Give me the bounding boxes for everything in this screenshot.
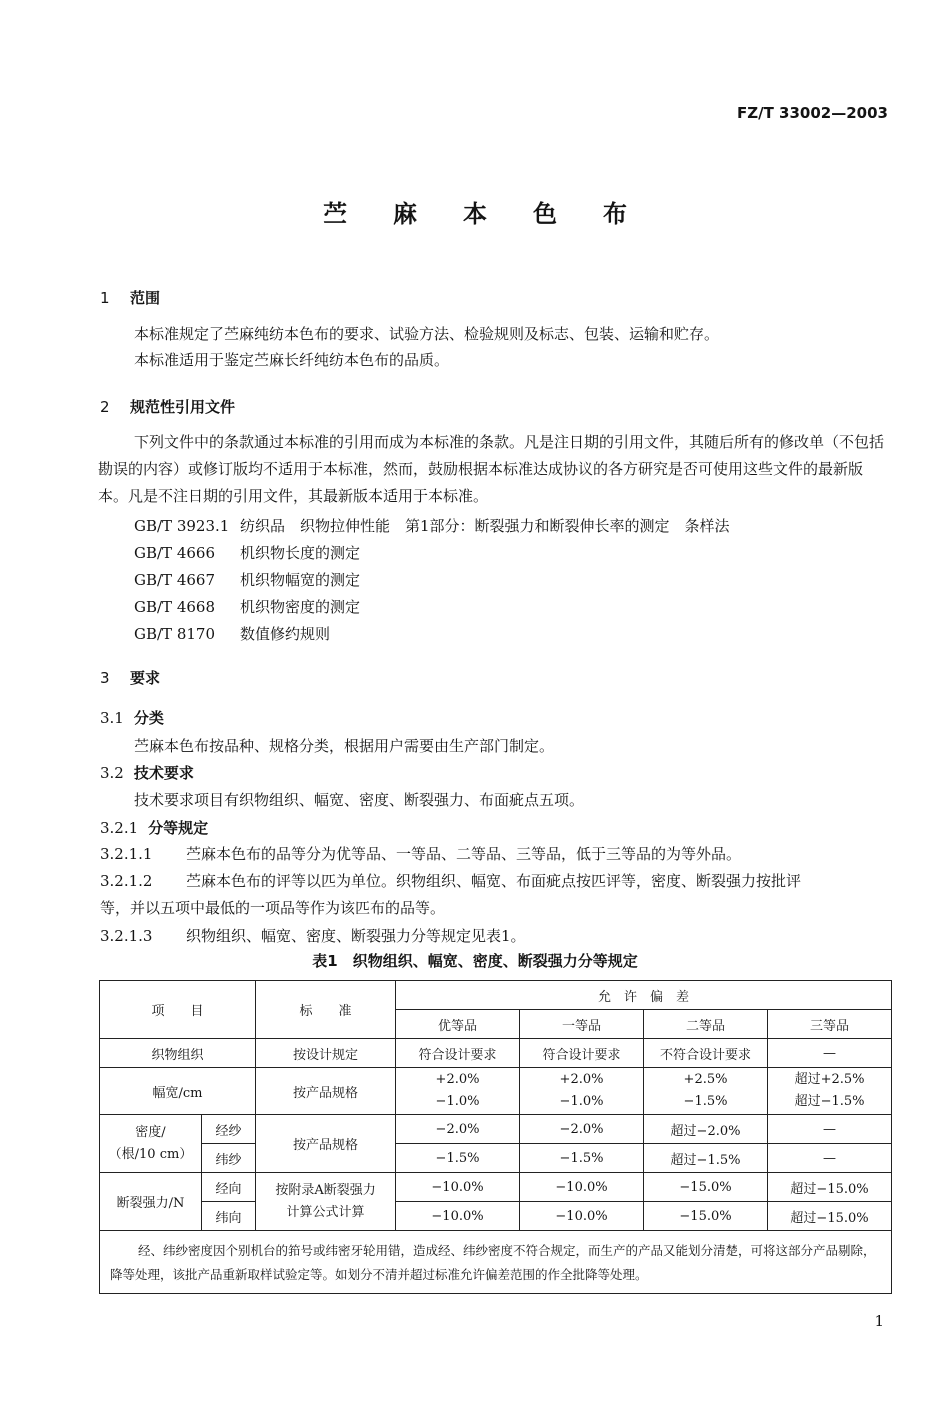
row-item: 断裂强力/N — [100, 1173, 202, 1231]
reference-item — [134, 596, 360, 617]
reference-item — [134, 569, 360, 590]
section-3-2-1-heading — [100, 817, 208, 838]
row-item: 幅宽/cm — [100, 1068, 256, 1115]
table-note-row — [100, 1231, 892, 1294]
page-number: 1 — [874, 1312, 884, 1330]
table-cell: −15.0% — [644, 1173, 768, 1202]
table-cell: −1.5% — [520, 1144, 644, 1173]
section-1-paragraph-1: 本标准规定了苎麻纯纺本色布的要求、试验方法、检验规则及标志、包装、运输和贮存。 — [134, 325, 720, 343]
table-row — [100, 1039, 892, 1068]
row-standard: 按产品规格 — [256, 1115, 396, 1173]
clause-text: 苎麻本色布的品等分为优等品、一等品、二等品、三等品，低于三等品的为等外品。 — [186, 845, 742, 863]
header-standard: 标 准 — [256, 981, 396, 1039]
section-number: 3.1 — [100, 709, 124, 727]
upper-deviation: +2.0% — [559, 1072, 604, 1087]
reference-title: 机织物密度的测定 — [240, 598, 361, 616]
table-cell: — — [768, 1115, 892, 1144]
row-subitem: 经纱 — [202, 1115, 256, 1144]
table-note-text: 经、纬纱密度因个别机台的筘号或纬密牙轮用错，造成经、纬纱密度不符合规定，而生产的产品又能划分清楚，可将这部分产品剔除，降等处理，该批产品重新取样试验定等。如划分不清并超过标准允许偏差范围的作全批降等处理。 — [110, 1243, 876, 1282]
section-1-heading — [100, 287, 160, 308]
table-header-row — [100, 981, 892, 1010]
document-title: 苎麻本色布 — [323, 200, 673, 228]
reference-code: GB/T 8170 — [134, 625, 216, 643]
header-grade: 三等品 — [768, 1010, 892, 1039]
row-item — [100, 1115, 202, 1173]
section-number: 3.2.1 — [100, 819, 139, 837]
table-cell: −2.0% — [396, 1115, 520, 1144]
upper-deviation: +2.5% — [683, 1072, 728, 1087]
section-3-2-text: 技术要求项目有织物组织、幅宽、密度、断裂强力、布面疵点五项。 — [134, 791, 585, 809]
section-number: 3 — [100, 669, 110, 687]
section-2-heading — [100, 396, 235, 417]
table-note — [100, 1231, 892, 1294]
clause-number: 3.2.1.3 — [100, 927, 153, 945]
lower-deviation: −1.0% — [559, 1094, 604, 1109]
lower-deviation: −1.5% — [683, 1094, 728, 1109]
section-title: 规范性引用文件 — [130, 398, 236, 416]
upper-deviation: +2.0% — [435, 1072, 480, 1087]
table-title: 表1 织物组织、幅宽、密度、断裂强力分等规定 — [312, 952, 638, 970]
header-grade: 二等品 — [644, 1010, 768, 1039]
grading-table — [99, 980, 892, 1294]
section-title: 技术要求 — [133, 764, 194, 782]
reference-code: GB/T 4666 — [134, 544, 216, 562]
lower-deviation: −1.0% — [435, 1094, 480, 1109]
table-cell: 超过−1.5% — [644, 1144, 768, 1173]
table-cell — [644, 1068, 768, 1115]
section-1-paragraph-2: 本标准适用于鉴定苎麻长纤纯纺本色布的品质。 — [134, 351, 450, 369]
header-grade: 一等品 — [520, 1010, 644, 1039]
table-cell: 超过−15.0% — [768, 1173, 892, 1202]
row-standard — [256, 1173, 396, 1231]
table-cell: −2.0% — [520, 1115, 644, 1144]
table-cell: −10.0% — [396, 1173, 520, 1202]
section-title: 要求 — [130, 669, 161, 687]
row-item-unit: （根/10 cm） — [108, 1146, 193, 1162]
section-3-1-text: 苎麻本色布按品种、规格分类，根据用户需要由生产部门制定。 — [134, 737, 555, 755]
section-title: 分等规定 — [148, 819, 209, 837]
reference-title: 机织物长度的测定 — [240, 544, 361, 562]
table-row — [100, 1144, 892, 1173]
clause-3-2-1-2 — [100, 870, 801, 891]
reference-code: GB/T 4668 — [134, 598, 216, 616]
row-subitem: 经向 — [202, 1173, 256, 1202]
row-standard: 按产品规格 — [256, 1068, 396, 1115]
section-number: 3.2 — [100, 764, 124, 782]
standard-code: FZ/T 33002—2003 — [737, 104, 888, 122]
row-item: 织物组织 — [100, 1039, 256, 1068]
table-cell — [520, 1068, 644, 1115]
table-cell: 符合设计要求 — [396, 1039, 520, 1068]
clause-text: 织物组织、幅宽、密度、断裂强力分等规定见表1。 — [186, 927, 526, 945]
header-item: 项 目 — [100, 981, 256, 1039]
reference-item — [134, 542, 360, 563]
table-cell: −10.0% — [396, 1202, 520, 1231]
row-standard: 按设计规定 — [256, 1039, 396, 1068]
reference-code: GB/T 3923.1 — [134, 517, 230, 535]
clause-3-2-1-1 — [100, 843, 741, 864]
table-cell: 超过−15.0% — [768, 1202, 892, 1231]
standard-line: 计算公式计算 — [286, 1204, 365, 1220]
section-3-2-heading — [100, 762, 194, 783]
table-cell: −15.0% — [644, 1202, 768, 1231]
row-item-line: 密度/ — [135, 1124, 166, 1140]
table-row — [100, 1202, 892, 1231]
table-cell: −10.0% — [520, 1202, 644, 1231]
lower-deviation: 超过−1.5% — [794, 1094, 865, 1109]
table-cell: 不符合设计要求 — [644, 1039, 768, 1068]
clause-3-2-1-3 — [100, 925, 526, 946]
table-cell: — — [768, 1144, 892, 1173]
clause-text: 苎麻本色布的评等以匹为单位。织物组织、幅宽、布面疵点按匹评等，密度、断裂强力按批评 — [186, 872, 802, 890]
row-subitem: 纬纱 — [202, 1144, 256, 1173]
section-title: 范围 — [130, 289, 161, 307]
section-3-1-heading — [100, 707, 164, 728]
section-number: 2 — [100, 398, 110, 416]
table-cell: 符合设计要求 — [520, 1039, 644, 1068]
table-cell: −10.0% — [520, 1173, 644, 1202]
clause-number: 3.2.1.1 — [100, 845, 153, 863]
table-cell — [396, 1068, 520, 1115]
reference-title: 机织物幅宽的测定 — [240, 571, 361, 589]
reference-item — [134, 515, 730, 536]
section-number: 1 — [100, 289, 110, 307]
reference-code: GB/T 4667 — [134, 571, 216, 589]
table-cell: — — [768, 1039, 892, 1068]
header-tolerance: 允 许 偏 差 — [396, 981, 892, 1010]
header-grade: 优等品 — [396, 1010, 520, 1039]
reference-title: 数值修约规则 — [240, 625, 331, 643]
table-row — [100, 1173, 892, 1202]
table-row — [100, 1068, 892, 1115]
clause-3-2-1-2-continued: 等，并以五项中最低的一项品等作为该匹布的品等。 — [100, 899, 446, 917]
standard-line: 按附录A断裂强力 — [275, 1182, 376, 1198]
reference-title: 纺织品 织物拉伸性能 第1部分：断裂强力和断裂伸长率的测定 条样法 — [240, 517, 730, 535]
table-cell — [768, 1068, 892, 1115]
table-cell: −1.5% — [396, 1144, 520, 1173]
table-row — [100, 1115, 892, 1144]
section-title: 分类 — [133, 709, 164, 727]
row-subitem: 纬向 — [202, 1202, 256, 1231]
table-cell: 超过−2.0% — [644, 1115, 768, 1144]
section-2-paragraph: 下列文件中的条款通过本标准的引用而成为本标准的条款。凡是注日期的引用文件，其随后所有的修改单（不包括勘误的内容）或修订版均不适用于本标准，然而，鼓励根据本标准达成协议的各方研究是否可使用这些文件的最新版本。凡是不注日期的引用文件，其最新版本适用于本标准。 — [98, 433, 885, 505]
section-3-heading — [100, 667, 160, 688]
reference-item — [134, 623, 330, 644]
upper-deviation: 超过+2.5% — [794, 1072, 865, 1087]
clause-number: 3.2.1.2 — [100, 872, 153, 890]
